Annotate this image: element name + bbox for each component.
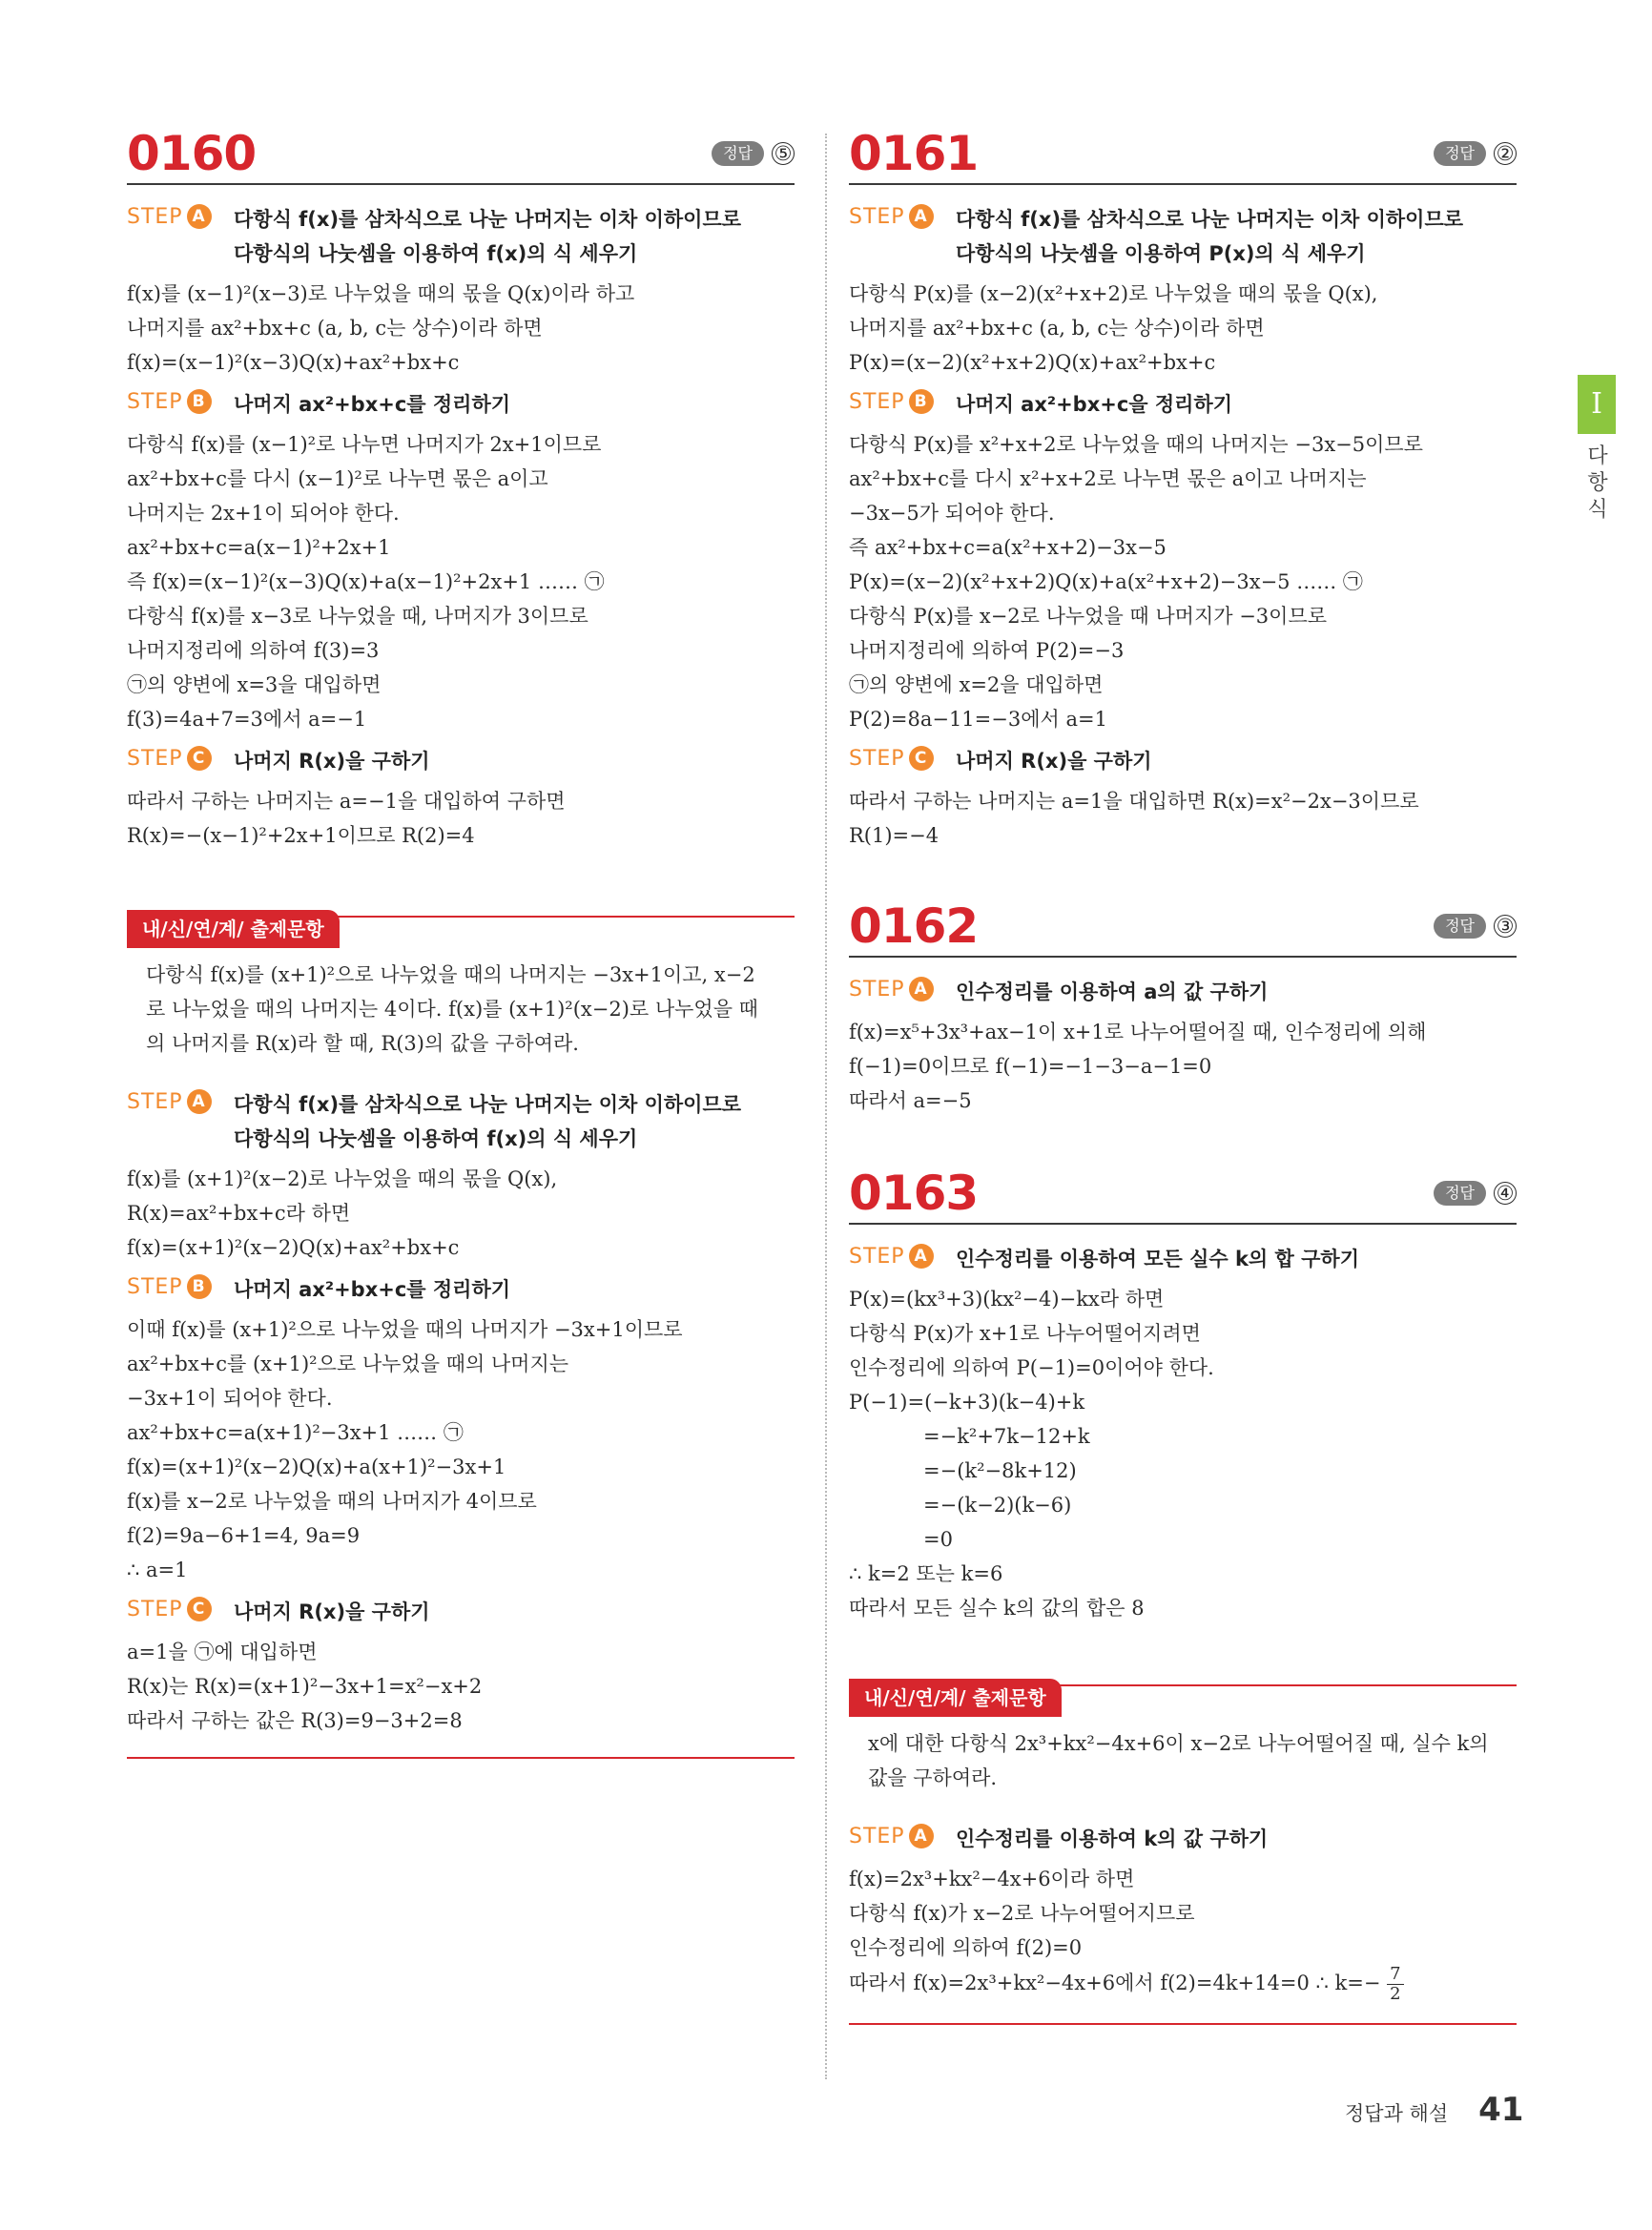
step-tag: STEP C (849, 746, 934, 771)
right-column (849, 124, 1517, 2025)
solution-lines (849, 784, 1517, 853)
solution-line: P(−1)=(−k+3)(k−4)+k (849, 1391, 1085, 1414)
solution-line: 다항식 P(x)가 x+1로 나누어떨어지려면 (849, 1322, 1201, 1345)
solution-line: 다항식 f(x)를 x−3로 나누었을 때, 나머지가 3이므로 (127, 605, 589, 628)
solution-line: f(3)=4a+7=3에서 a=−1 (127, 708, 367, 731)
step-title: 나머지 ax²+bx+c을 정리하기 (956, 393, 1233, 416)
problem-header-0163 (849, 1164, 1517, 1225)
fraction-denominator: 2 (1390, 1984, 1401, 2004)
answer-badge: 정답 (1434, 1181, 1486, 1206)
solution-lines (127, 784, 795, 853)
naesin-question (849, 1721, 1517, 1801)
solution-line: 따라서 구하는 값은 R(3)=9−3+2=8 (127, 1709, 463, 1732)
step-tag: STEP A (849, 977, 934, 1001)
solution-line: f(x)=(x−1)²(x−3)Q(x)+ax²+bx+c (127, 351, 460, 374)
solution-lines (849, 427, 1517, 736)
solution-line: R(x)는 R(x)=(x+1)²−3x+1=x²−x+2 (127, 1675, 483, 1698)
step-title: 다항식 f(x)를 삼차식으로 나눈 나머지는 이차 이하이므로 (234, 208, 742, 231)
solution-line: 즉 ax²+bx+c=a(x²+x+2)−3x−5 (849, 536, 1167, 559)
solution-lines (127, 1162, 795, 1265)
step-title: 다항식의 나눗셈을 이용하여 f(x)의 식 세우기 (234, 1127, 638, 1150)
solution-line: R(x)=−(x−1)²+2x+1이므로 R(2)=4 (127, 824, 475, 847)
chapter-tab: I (1578, 375, 1616, 434)
solution-lines (849, 1015, 1517, 1118)
solution-line: 따라서 구하는 나머지는 a=−1을 대입하여 구하면 (127, 790, 566, 813)
step-tag: STEP B (127, 1274, 212, 1299)
solution-line: 나머지는 2x+1이 되어야 한다. (127, 502, 400, 525)
step-a (127, 1087, 795, 1156)
solution-line: f(x)=x⁵+3x³+ax−1이 x+1로 나누어떨어질 때, 인수정리에 의해 (849, 1021, 1427, 1043)
step-a (849, 202, 1517, 271)
step-title: 인수정리를 이용하여 k의 값 구하기 (956, 1827, 1269, 1850)
fraction (1387, 1965, 1403, 2004)
step-letter-c: C (909, 746, 934, 771)
solution-line: f(x)를 (x−1)²(x−3)로 나누었을 때의 몫을 Q(x)이라 하고 (127, 282, 635, 305)
step-b (127, 1272, 795, 1307)
question-line: x에 대한 다항식 2x³+kx²−4x+6이 x−2로 나누어떨어질 때, 실수 k의 (868, 1732, 1489, 1755)
solution-line: 다항식 f(x)를 (x−1)²로 나누면 나머지가 2x+1이므로 (127, 433, 602, 456)
solution-line: f(2)=9a−6+1=4, 9a=9 (127, 1524, 361, 1547)
solution-line: ax²+bx+c=a(x+1)²−3x+1 …… ㉠ (127, 1421, 464, 1444)
problem-header-0160 (127, 124, 795, 185)
step-tag: STEP A (127, 1089, 212, 1114)
solution-line: P(2)=8a−11=−3에서 a=1 (849, 708, 1107, 731)
solution-line: 이때 f(x)를 (x+1)²으로 나누었을 때의 나머지가 −3x+1이므로 (127, 1318, 683, 1341)
solution-line: 따라서 a=−5 (849, 1089, 972, 1112)
solution-line: P(x)=(kx³+3)(kx²−4)−kx라 하면 (849, 1288, 1165, 1311)
answer-box (1434, 914, 1517, 939)
step-title: 나머지 ax²+bx+c를 정리하기 (234, 1278, 511, 1301)
solution-line: ㉠의 양변에 x=2을 대입하면 (849, 673, 1104, 696)
step-letter-b: B (909, 389, 934, 414)
answer-badge: 정답 (712, 141, 764, 166)
step-tag: STEP B (127, 389, 212, 414)
solution-line: f(x)=(x+1)²(x−2)Q(x)+ax²+bx+c (127, 1236, 460, 1259)
solution-line: −3x−5가 되어야 한다. (849, 502, 1055, 525)
solution-line: ∴ a=1 (127, 1559, 188, 1581)
solution-line: R(1)=−4 (849, 824, 940, 847)
solution-line: ax²+bx+c를 다시 (x−1)²로 나누면 몫은 a이고 (127, 467, 548, 490)
solution-line: f(−1)=0이므로 f(−1)=−1−3−a−1=0 (849, 1055, 1212, 1078)
solution-line: 나머지를 ax²+bx+c (a, b, c는 상수)이라 하면 (127, 317, 543, 340)
solution-line: f(x)를 (x+1)²(x−2)로 나누었을 때의 몫을 Q(x), (127, 1167, 558, 1190)
step-title: 나머지 R(x)을 구하기 (956, 750, 1152, 773)
step-tag: STEP A (849, 1244, 934, 1269)
chapter-label: 다항식 (1587, 444, 1608, 522)
step-title: 다항식의 나눗셈을 이용하여 f(x)의 식 세우기 (234, 242, 638, 265)
step-tag: STEP A (849, 1824, 934, 1848)
answer-box (712, 141, 795, 166)
solution-line: ∴ k=2 또는 k=6 (849, 1562, 1003, 1585)
solution-line: P(x)=(x−2)(x²+x+2)Q(x)+ax²+bx+c (849, 351, 1216, 374)
solution-line: f(x)=2x³+kx²−4x+6이라 하면 (849, 1868, 1135, 1890)
solution-lines (849, 1282, 1517, 1625)
step-letter-a: A (909, 204, 934, 229)
question-line: 값을 구하여라. (868, 1766, 998, 1789)
step-a (849, 1242, 1517, 1276)
page-footer (1345, 2091, 1523, 2129)
step-tag: STEP C (127, 1597, 212, 1621)
question-line: 의 나머지를 R(x)라 할 때, R(3)의 값을 구하여라. (146, 1032, 579, 1055)
solution-lines (127, 427, 795, 736)
step-letter-a: A (909, 1244, 934, 1269)
solution-line: f(x)=(x+1)²(x−2)Q(x)+a(x+1)²−3x+1 (127, 1456, 506, 1478)
page-number: 41 (1478, 2091, 1524, 2129)
step-b (127, 387, 795, 422)
solution-line: =−(k−2)(k−6) (923, 1494, 1072, 1517)
step-letter-c: C (187, 746, 212, 771)
step-b (849, 387, 1517, 422)
naesin-header (127, 910, 795, 952)
solution-line: =−k²+7k−12+k (923, 1425, 1090, 1448)
step-a (849, 975, 1517, 1009)
red-rule (849, 2023, 1517, 2025)
step-a (127, 202, 795, 271)
solution-line: 인수정리에 의하여 P(−1)=0이어야 한다. (849, 1356, 1214, 1379)
solution-line: 즉 f(x)=(x−1)²(x−3)Q(x)+a(x−1)²+2x+1 …… ㉠ (127, 570, 605, 593)
solution-line: 다항식 P(x)를 (x−2)(x²+x+2)로 나누었을 때의 몫을 Q(x), (849, 282, 1378, 305)
solution-line: ax²+bx+c를 (x+1)²으로 나누었을 때의 나머지는 (127, 1352, 569, 1375)
solution-line: 나머지정리에 의하여 P(2)=−3 (849, 639, 1125, 662)
problem-number: 0162 (849, 898, 979, 954)
step-letter-a: A (187, 204, 212, 229)
solution-line: ax²+bx+c를 다시 x²+x+2로 나누면 몫은 a이고 나머지는 (849, 467, 1367, 490)
solution-line: 다항식 P(x)를 x²+x+2로 나누었을 때의 나머지는 −3x−5이므로 (849, 433, 1423, 456)
naesin-badge: 내/신/연/계/ 출제문항 (127, 910, 340, 948)
solution-line: f(x)를 x−2로 나누었을 때의 나머지가 4이므로 (127, 1490, 537, 1513)
solution-lines (849, 1862, 1517, 2004)
step-c (127, 1595, 795, 1629)
step-title: 나머지 ax²+bx+c를 정리하기 (234, 393, 511, 416)
solution-line: 다항식 P(x)를 x−2로 나누었을 때 나머지가 −3이므로 (849, 605, 1328, 628)
naesin-badge: 내/신/연/계/ 출제문항 (849, 1679, 1062, 1717)
solution-lines (127, 1635, 795, 1738)
answer-value: ④ (1494, 1182, 1517, 1205)
step-title: 인수정리를 이용하여 a의 값 구하기 (956, 981, 1269, 1003)
step-tag: STEP C (127, 746, 212, 771)
step-title: 나머지 R(x)을 구하기 (234, 1600, 430, 1623)
answer-box (1434, 1181, 1517, 1206)
problem-number: 0163 (849, 1166, 979, 1221)
answer-badge: 정답 (1434, 914, 1486, 939)
solution-line: 나머지정리에 의하여 f(3)=3 (127, 639, 380, 662)
solution-line: ㉠의 양변에 x=3을 대입하면 (127, 673, 382, 696)
problem-number: 0160 (127, 126, 257, 181)
solution-lines (127, 1312, 795, 1587)
solution-line: 다항식 f(x)가 x−2로 나누어떨어지므로 (849, 1902, 1195, 1925)
left-column (127, 124, 795, 1759)
answer-box (1434, 141, 1517, 166)
question-line: 로 나누었을 때의 나머지는 4이다. f(x)를 (x+1)²(x−2)로 나누었을 때 (146, 998, 758, 1021)
step-tag: STEP A (849, 204, 934, 229)
solution-line: P(x)=(x−2)(x²+x+2)Q(x)+a(x²+x+2)−3x−5 …… ㉠ (849, 570, 1363, 593)
solution-line: =0 (923, 1528, 953, 1551)
solution-line: −3x+1이 되어야 한다. (127, 1387, 333, 1410)
step-letter-a: A (909, 1824, 934, 1848)
question-line: 다항식 f(x)를 (x+1)²으로 나누었을 때의 나머지는 −3x+1이고, x−2 (146, 963, 755, 986)
solution-lines (127, 277, 795, 380)
step-tag: STEP B (849, 389, 934, 414)
solution-line: 따라서 모든 실수 k의 값의 합은 8 (849, 1597, 1145, 1620)
problem-number: 0161 (849, 126, 979, 181)
step-letter-a: A (909, 977, 934, 1001)
solution-line: 따라서 구하는 나머지는 a=1을 대입하면 R(x)=x²−2x−3이므로 (849, 790, 1419, 813)
step-c (127, 744, 795, 778)
solution-line: R(x)=ax²+bx+c라 하면 (127, 1202, 351, 1225)
step-title: 다항식 f(x)를 삼차식으로 나눈 나머지는 이차 이하이므로 (234, 1093, 742, 1116)
answer-badge: 정답 (1434, 141, 1486, 166)
solution-line: ax²+bx+c=a(x−1)²+2x+1 (127, 536, 391, 559)
fraction-numerator: 7 (1387, 1965, 1403, 1985)
answer-value: ⑤ (772, 142, 795, 165)
step-tag: STEP A (127, 204, 212, 229)
step-letter-c: C (187, 1597, 212, 1621)
solution-line: a=1을 ㉠에 대입하면 (127, 1641, 318, 1663)
step-letter-b: B (187, 1274, 212, 1299)
solution-line: 나머지를 ax²+bx+c (a, b, c는 상수)이라 하면 (849, 317, 1265, 340)
answer-value: ③ (1494, 915, 1517, 938)
step-c (849, 744, 1517, 778)
step-title: 나머지 R(x)을 구하기 (234, 750, 430, 773)
step-a (849, 1822, 1517, 1856)
naesin-header (849, 1679, 1517, 1721)
step-letter-b: B (187, 389, 212, 414)
red-rule (127, 1757, 795, 1759)
answer-value: ② (1494, 142, 1517, 165)
step-title: 인수정리를 이용하여 모든 실수 k의 합 구하기 (956, 1248, 1359, 1270)
problem-header-0162 (849, 897, 1517, 958)
solution-line: 인수정리에 의하여 f(2)=0 (849, 1936, 1083, 1959)
step-title: 다항식 f(x)를 삼차식으로 나눈 나머지는 이차 이하이므로 (956, 208, 1464, 231)
solution-lines (849, 277, 1517, 380)
step-letter-a: A (187, 1089, 212, 1114)
solution-line: =−(k²−8k+12) (923, 1459, 1077, 1482)
step-title: 다항식의 나눗셈을 이용하여 P(x)의 식 세우기 (956, 242, 1366, 265)
solution-line-final: 따라서 f(x)=2x³+kx²−4x+6에서 f(2)=4k+14=0 ∴ k=− $\frac{7}{2}$ (849, 1965, 1517, 2004)
column-divider (825, 134, 827, 2079)
problem-header-0161 (849, 124, 1517, 185)
naesin-question (127, 952, 795, 1066)
footer-label: 정답과 해설 (1345, 2102, 1449, 2125)
